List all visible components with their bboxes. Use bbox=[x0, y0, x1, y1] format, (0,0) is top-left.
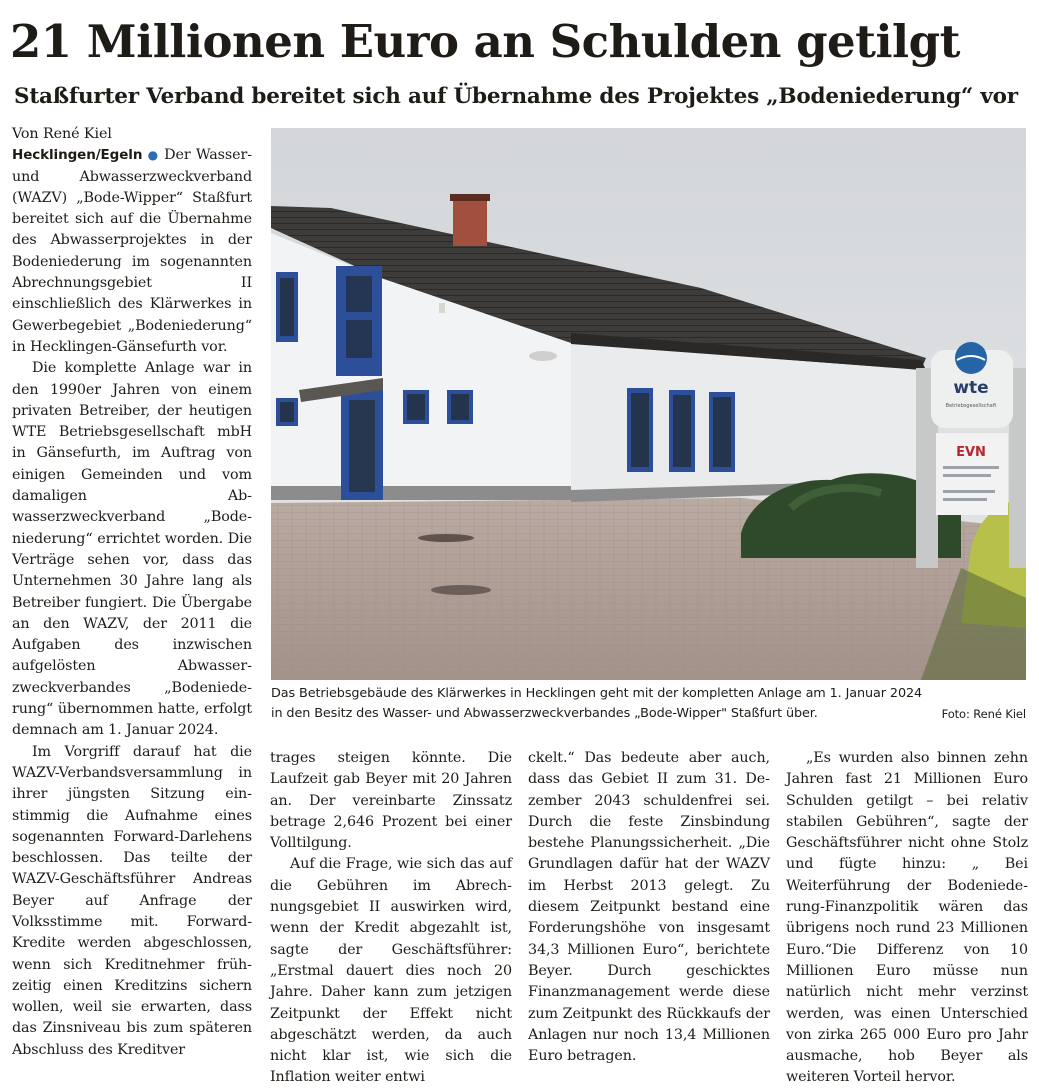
author-byline: Von René Kiel bbox=[12, 126, 112, 142]
article-photo bbox=[271, 128, 1026, 680]
paragraph: ckelt.“ Das bedeute aber auch, dass das Gebiet II zum 31. Dezember 2043 schuldenfrei sei. Durch die feste Zinsbindung bestehe Planungssicherheit. „Die Grundlagen dafür hat der WAZV im Herbst 2013 gelegt. Zu diesem Zeitpunkt bestand eine Forderungshöhe von insgesamt 34,3 Millionen Euro“, berichtete Beyer. Durch geschicktes Finanzmanagement werde diese zum Zeitpunkt des Rückkaufs der Anlagen nur noch 13,4 Millionen Euro betragen. bbox=[528, 750, 770, 1065]
paragraph: Auf die Frage, wie sich das auf die Gebühren im Abrechnungsgebiet II auswirken wird, wenn der Kredit abgezahlt ist, sagte der Geschäftsführer: „Erstmal dauert dies noch 20 Jahre. Daher kann zum jetzigen Zeitpunkt der Effekt nicht abgeschätzt werden, da auch nicht klar ist, wie sich die Inflation weiter entwi bbox=[270, 856, 512, 1086]
sign-tiny-text: Betriebsgesellschaft bbox=[945, 403, 997, 409]
subheadline: Staßfurter Verband bereitet sich auf Übernahme des Projektes „Bodeniederung“ vor bbox=[14, 84, 1018, 109]
caption-line: Das Betriebsgebäude des Klärwerkes in Hecklingen geht mit der kompletten Anlage am 1. Januar 2024 bbox=[271, 686, 923, 701]
article-column-4 bbox=[786, 748, 1028, 1089]
caption-line: in den Besitz des Wasser- und Abwasserzweckverbandes „Bode-Wipper" Staßfurt über. bbox=[271, 706, 818, 721]
paragraph: trages steigen könnte. Die Laufzeit gab Beyer mit 20 Jahren an. Der vereinbarte Zinssatz betrage 2,646 Prozent bei einer Volltilgung. bbox=[270, 750, 512, 852]
sign-brand-text: EVN bbox=[956, 445, 986, 460]
lead-paragraph bbox=[12, 145, 252, 358]
article-column-3 bbox=[528, 748, 770, 1067]
sign-logo-text: wte bbox=[953, 378, 989, 398]
paragraph: Im Vorgriff darauf hat die WAZV-Verbandsversammlung in ihrer jüngsten Sitzung einstimmig die Aufnahme eines sogenannten Forward-Darlehens beschlossen. Das teilte der WAZV-Geschäftsführer Andreas Beyer auf Anfrage der Volksstimme mit. Forward-Kredite werden abgeschlossen, wenn sich Kreditnehmer frühzeitig einen Kreditzins sichern wollen, weil sie erwarten, dass das Zinsniveau bis zum späteren Abschluss des Kreditver bbox=[12, 743, 252, 1058]
dateline-dot-icon: ● bbox=[147, 148, 159, 163]
dateline: Hecklingen/Egeln bbox=[12, 147, 143, 164]
paragraph: Die komplette Anlage war in den 1990er Jahren von einem privaten Betreiber, der heutigen WTE Betriebsgesellschaft mbH in Gänsefurth, im Auftrag von einigen Gemeinden und vom damaligen Abwasserzweckverband „Bodeniederung“ errichtet worden. Die Verträge sehen vor, dass das Unternehmen 30 Jahre lang als Betreiber fungiert. Die Übergabe an den WAZV, der 2011 die Aufgaben des inzwischen aufgelösten Abwasserzweckverbandes „Bodeniederung“ übernommen hatte, erfolgt demnach am 1. Januar 2024. bbox=[12, 360, 252, 739]
photo-caption bbox=[271, 684, 1026, 724]
article-column-1 bbox=[12, 124, 252, 1061]
paragraph-text: Der Wasser- und Abwasserzweckverband (WAZV) „Bode-Wipper“ Staßfurt bereitet sich auf die Übernahme des Abwasserprojektes in der Bodeniederung im sogenannten Abrechnungsgebiet II einschließlich des Klärwerkes in Gewerbegebiet „Bodeniederung“ in Hecklingen-Gänsefurth vor. bbox=[12, 147, 252, 355]
headline: 21 Millionen Euro an Schulden getilgt bbox=[10, 15, 960, 68]
photo-credit: Foto: René Kiel bbox=[941, 707, 1026, 721]
article-column-2 bbox=[270, 748, 512, 1089]
paragraph: „Es wurden also binnen zehn Jahren fast 21 Millionen Euro Schulden getilgt – bei relativ stabilen Gebühren“, sagte der Geschäftsführer nicht ohne Stolz und fügte hinzu: „ Bei Weiterführung der Bodeniederung-Finanzpolitik wären das übrigens noch rund 23 Millionen Euro.“Die Differenz von 10 Millionen Euro müsse nun natürlich nicht mehr verzinst werden, was einen Unterschied von zirka 265 000 Euro pro Jahr ausmache, hob Beyer als weiteren Vorteil hervor. bbox=[786, 750, 1028, 1086]
treatment-plant-building-image bbox=[271, 128, 1026, 680]
